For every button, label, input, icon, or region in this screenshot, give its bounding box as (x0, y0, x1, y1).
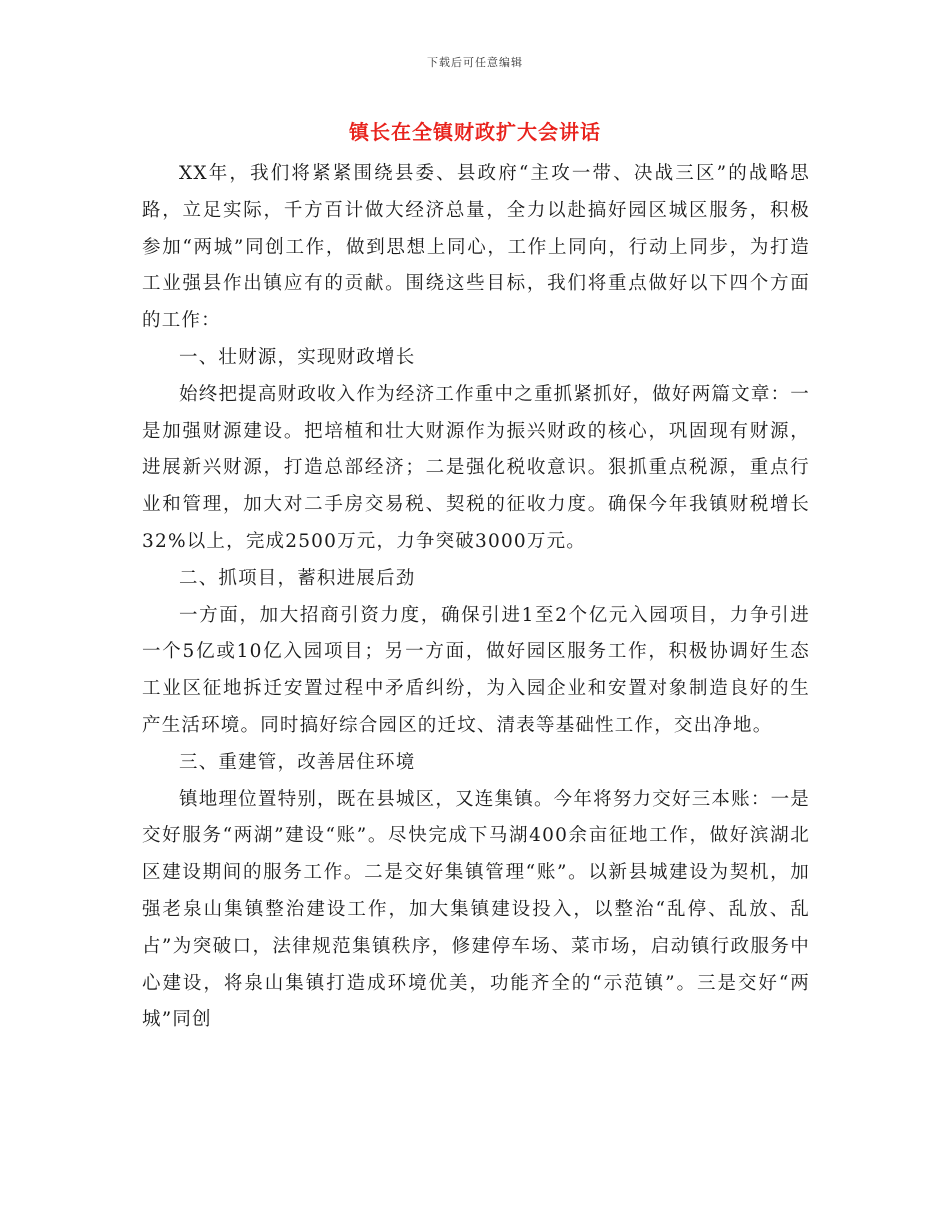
section-heading-2: 二、抓项目，蓄积进展后劲 (179, 567, 416, 589)
section-heading-3: 三、重建管，改善居住环境 (179, 751, 416, 773)
header-note: 下载后可任意编辑 (427, 56, 523, 69)
section-paragraph-3: 镇地理位置特别，既在县城区，又连集镇。今年将努力交好三本账：一是交好服务“两湖”建设“账”。尽快完成下马湖400余亩征地工作，做好滨湖北区建设期间的服务工作。二是交好集镇管理“账”。以新县城建设为契机，加强老泉山集镇整治建设工作，加大集镇建设投入，以整治“乱停、乱放、乱占”为突破口，法律规范集镇秩序，修建停车场、菜市场，启动镇行政服务中心建设，将泉山集镇打造成环境优美，功能齐全的“示范镇”。三是交好“两城”同创 (142, 788, 810, 1031)
section-heading-1: 一、壮财源，实现财政增长 (179, 346, 416, 368)
document-body (142, 156, 810, 1039)
section-paragraph-1: 始终把提高财政收入作为经济工作重中之重抓紧抓好，做好两篇文章：一是加强财源建设。把培植和壮大财源作为振兴财政的核心，巩固现有财源，进展新兴财源，打造总部经济；二是强化税收意识。狠抓重点税源，重点行业和管理，加大对二手房交易税、契税的征收力度。确保今年我镇财税增长32%以上，完成2500万元，力争突破3000万元。 (142, 383, 810, 552)
intro-paragraph: XX年，我们将紧紧围绕县委、县政府“主攻一带、决战三区”的战略思路，立足实际，千方百计做大经济总量，全力以赴搞好园区城区服务，积极参加“两城”同创工作，做到思想上同心，工作上同向，行动上同步，为打造工业强县作出镇应有的贡献。围绕这些目标，我们将重点做好以下四个方面的工作： (142, 163, 810, 332)
document-title: 镇长在全镇财政扩大会讲话 (349, 120, 601, 144)
section-paragraph-2: 一方面，加大招商引资力度，确保引进1至2个亿元入园项目，力争引进一个5亿或10亿入园项目；另一方面，做好园区服务工作，积极协调好生态工业区征地拆迁安置过程中矛盾纠纷，为入园企业和安置对象制造良好的生产生活环境。同时搞好综合园区的迁坟、清表等基础性工作，交出净地。 (142, 604, 810, 736)
